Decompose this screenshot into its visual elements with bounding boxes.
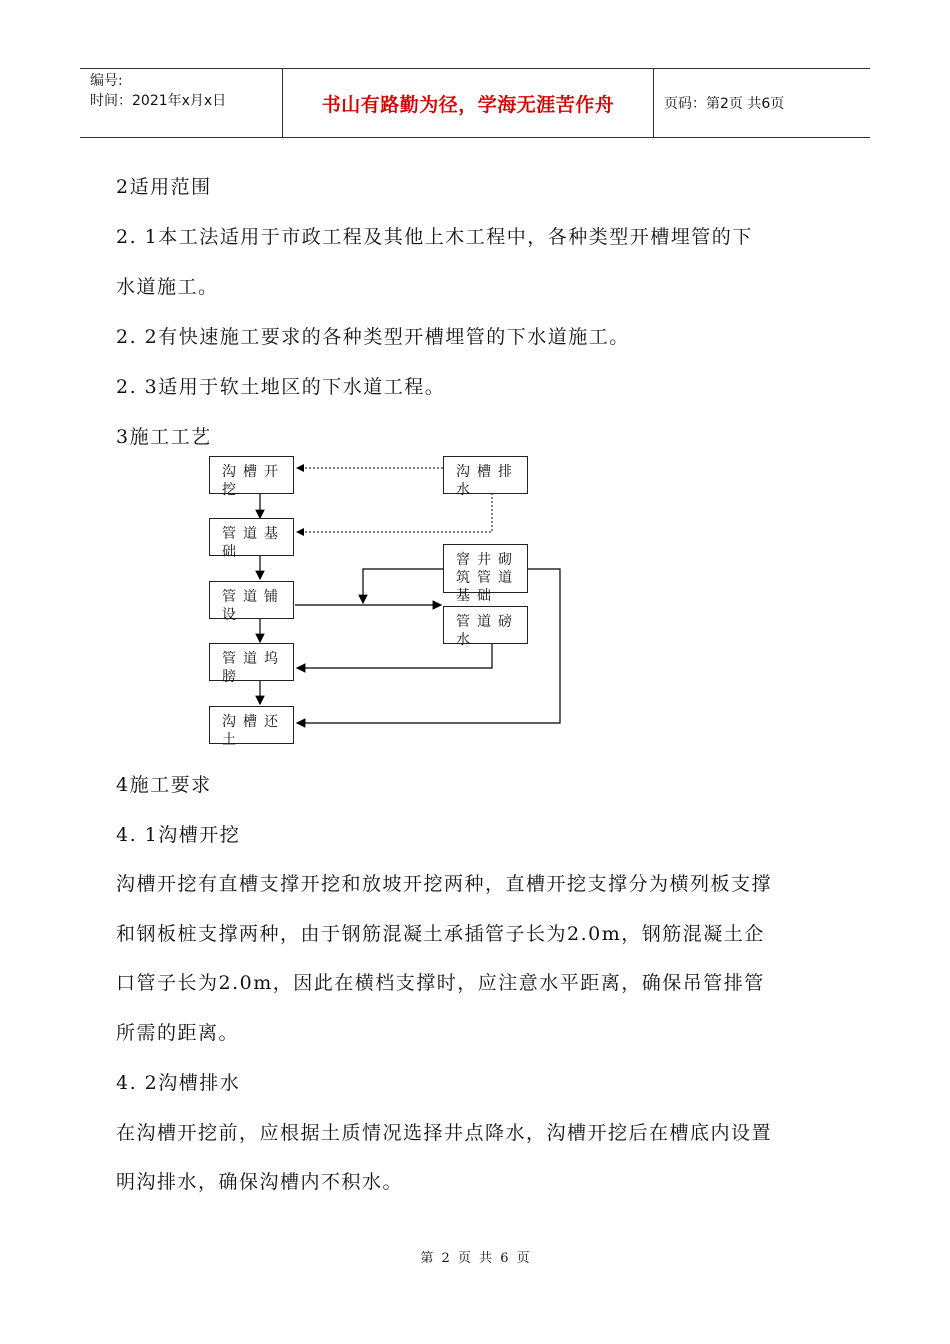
flow-box-pressure-test: 管道磅水 bbox=[443, 606, 528, 644]
document-date: 时间：2021年x月x日 bbox=[90, 93, 227, 109]
subsection-title: 4. 1沟槽开挖 bbox=[116, 824, 241, 846]
body-line: 明沟排水，确保沟槽内不积水。 bbox=[116, 1171, 404, 1193]
page-header bbox=[80, 68, 870, 138]
body-line: 2. 3适用于软土地区的下水道工程。 bbox=[116, 376, 446, 398]
header-motto: 书山有路勤为径，学海无涯苦作舟 bbox=[282, 69, 654, 137]
flow-box-manhole-masonry: 窨井砌筑管道基础 bbox=[443, 544, 528, 593]
flow-box-pipe-haunching: 管道坞膀 bbox=[209, 643, 294, 681]
body-line: 2. 1本工法适用于市政工程及其他上木工程中，各种类型开槽埋管的下 bbox=[116, 226, 753, 248]
section-title-scope: 2适用范围 bbox=[116, 176, 212, 198]
body-line: 沟槽开挖有直槽支撑开挖和放坡开挖两种，直槽开挖支撑分为横列板支撑 bbox=[116, 873, 773, 895]
body-line: 所需的距离。 bbox=[116, 1022, 240, 1044]
process-flowchart bbox=[195, 445, 575, 750]
flow-box-pipe-laying: 管道铺设 bbox=[209, 581, 294, 619]
section-title-requirements: 4施工要求 bbox=[116, 774, 212, 796]
header-page-info: 页码：第2页 共6页 bbox=[664, 96, 785, 112]
flow-box-pipe-foundation: 管道基础 bbox=[209, 518, 294, 556]
page-footer: 第 2 页 共 6 页 bbox=[420, 1251, 530, 1266]
flow-box-trench-drainage: 沟槽排水 bbox=[443, 456, 528, 494]
body-line: 在沟槽开挖前，应根据土质情况选择井点降水，沟槽开挖后在槽底内设置 bbox=[116, 1122, 773, 1144]
body-line: 水道施工。 bbox=[116, 276, 219, 298]
body-line: 和钢板桩支撑两种，由于钢筋混凝土承插管子长为2.0m，钢筋混凝土企 bbox=[116, 923, 765, 945]
flow-box-trench-excavation: 沟槽开挖 bbox=[209, 456, 294, 494]
section-title-process: 3施工工艺 bbox=[116, 426, 212, 448]
document-code-label: 编号: bbox=[90, 73, 123, 89]
arrow-line bbox=[363, 569, 443, 603]
body-line: 2. 2有快速施工要求的各种类型开槽埋管的下水道施工。 bbox=[116, 326, 630, 348]
body-line: 口管子长为2.0m，因此在横档支撑时，应注意水平距离，确保吊管排管 bbox=[116, 972, 765, 994]
subsection-title: 4. 2沟槽排水 bbox=[116, 1072, 241, 1094]
flow-box-trench-backfill: 沟槽还土 bbox=[209, 706, 294, 744]
header-meta bbox=[80, 69, 282, 137]
